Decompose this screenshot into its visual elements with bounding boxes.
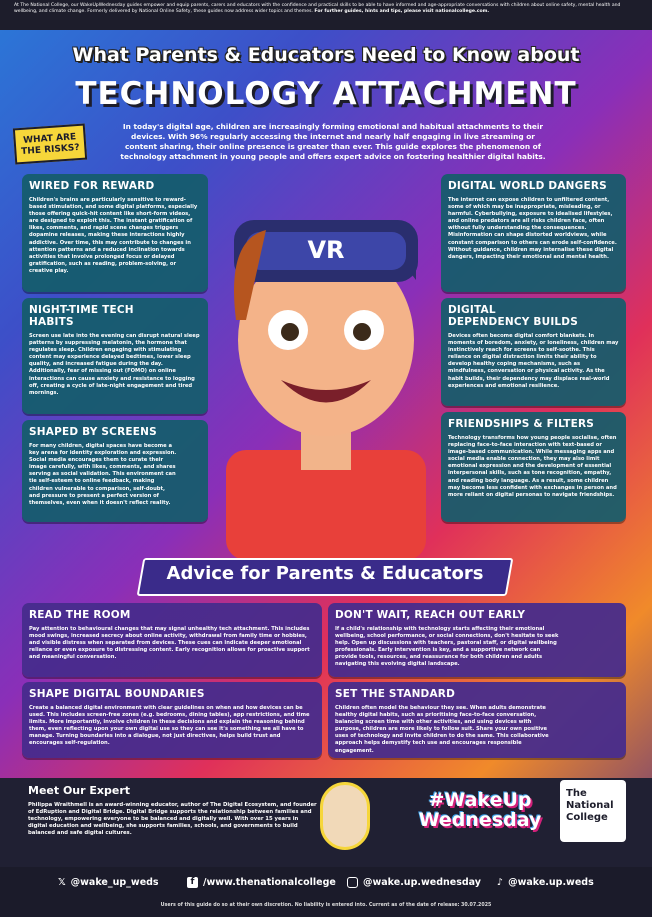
tiktok-icon: ♪: [497, 877, 504, 888]
advice-card-body: Pay attention to behavioural changes that may signal unhealthy tech attachment. This includes mood swings, increased secrecy about online activity, withdrawal from family time or hobbies, and visible distress when separated from devices. These cues can indicate deeper emotional reliance or even exposure to distressing content. Early recognition allows for proactive support and meaningful conversation.: [29, 626, 310, 661]
x-handle: @wake_up_weds: [70, 877, 159, 888]
risk-title: DIGITAL DEPENDENCY BUILDS: [448, 304, 578, 328]
risk-title: DIGITAL WORLD DANGERS: [448, 180, 607, 192]
expert-title: Meet Our Expert: [28, 784, 131, 797]
wakeup-logo: #WakeUp Wednesday: [418, 789, 542, 831]
advice-title: Advice for Parents & Educators: [166, 563, 484, 584]
social-facebook[interactable]: [187, 877, 336, 888]
risk-title: NIGHT-TIME TECH HABITS: [29, 304, 134, 328]
instagram-handle: @wake.up.wednesday: [363, 877, 481, 888]
risk-card-digital-dependency: [441, 298, 626, 406]
risk-body: Technology transforms how young people socialise, often replacing face-to-face interaction with text-based or image-based communication. While messaging apps and social media enable connection, they may also limit emotional expression and the development of essential interpersonal skills, such as tone recognition, empathy, and reading body language. As a result, some children may become less confident with exchanges in person and more reliant on digital personas to navigate friendships.: [448, 435, 617, 498]
risk-title: FRIENDSHIPS & FILTERS: [448, 418, 595, 430]
expert-bio: Philippa Wraithmell is an award-winning educator, author of The Digital Ecosystem, and founder of EdRuption and Digital Bridge. Digital Bridge supports the relationship between families and technology, empowering everyone to be balanced and digitally well. With over 15 years in digital education and wellbeing, she supports families, schools, and governments to build balanced and safe digital cultures.: [28, 802, 317, 837]
top-note: [0, 0, 652, 30]
right-pupil: [353, 323, 371, 341]
risk-card-digital-world-dangers: [441, 174, 626, 292]
logo-line-3: College: [566, 812, 608, 823]
vr-label: VR: [307, 236, 345, 264]
risk-body: Screen use late into the evening can disrupt natural sleep patterns by suppressing melatonin, the hormone that regulates sleep. Children engaging with stimulating content may experience delayed bedtimes, lower sleep quality, and increased fatigue during the day. Additionally, fear of missing out (FOMO) on online interactions can cause anxiety and resistance to logging off, creating a cycle of late-night engagement and tired mornings.: [29, 333, 200, 396]
facebook-icon: f: [187, 877, 198, 888]
left-pupil: [281, 323, 299, 341]
risk-body: The internet can expose children to unfiltered content, some of which may be inappropriate, misleading, or harmful. Cyberbullying, exposure to idealised lifestyles, and online predators are all risks children face, often without fully understanding the consequences. Misinformation can shape distorted worldviews, while constant comparison to others can erode self-confidence. Without guidance, children may internalise these digital dangers, impacting their emotional and mental health.: [448, 197, 617, 260]
vr-character-illustration: [206, 160, 446, 560]
header-subtitle: What Parents & Educators Need to Know about: [72, 44, 580, 66]
advice-card-read-the-room: [22, 603, 322, 677]
advice-card-title: SHAPE DIGITAL BOUNDARIES: [29, 688, 205, 700]
risk-title: WIRED FOR REWARD: [29, 180, 155, 192]
risk-card-friendships-filters: [441, 412, 626, 522]
logo-line-1: The: [566, 788, 587, 799]
top-note-link-text: For further guides, hints and tips, please visit nationalcollege.com.: [314, 9, 490, 14]
intro-text: In today's digital age, children are increasingly forming emotional and habitual attachments to their devices. With 96% regularly accessing the internet and nearly half engaging in live streaming or content sharing, their online presence is greater than ever. This guide explores the phenomenon of technology attachment in young people and offers expert advice on fostering healthier digital habits.: [120, 122, 546, 161]
footer: [0, 867, 652, 917]
header-title: TECHNOLOGY ATTACHMENT: [75, 76, 577, 112]
risk-title: SHAPED BY SCREENS: [29, 426, 157, 438]
advice-card-title: READ THE ROOM: [29, 609, 131, 621]
top-note-text: At The National College, our WakeUpWednesday guides empower and equip parents, carers and educators with the confidence and practical skills to be able to have informed and age-appropriate conversations with children about online safety, mental health and wellbeing, and climate change. Formerly delivered by National Online Safety, these guides now address wider topics and themes.: [14, 3, 621, 14]
advice-card-title: DON'T WAIT, REACH OUT EARLY: [335, 609, 526, 621]
risk-body: Children's brains are particularly sensitive to reward-based stimulation, and some digital platforms, especially those offering quick-hit content like short-form videos, are designed to exploit this. The instant gratification of likes, comments, and rapid scene changes triggers dopamine releases, making these interactions highly addictive. Over time, this may contribute to changes in attention patterns and a reduced inclination towards activities that involve prolonged focus or delayed gratification, such as reading, problem-solving, or creative play.: [29, 197, 198, 274]
advice-card-reach-out: [328, 603, 626, 677]
logo-line-2: National: [566, 800, 614, 811]
social-tiktok[interactable]: [497, 877, 594, 888]
advice-card-body: Children often model the behaviour they see. When adults demonstrate healthy digital habits, such as prioritising face-to-face conversation, balancing screen time with other activities, and using devices with purpose, children are more likely to follow suit. Share your own positive uses of technology and invite children to do the same. This collaborative approach helps demystify tech use and encourages responsible engagement.: [335, 705, 549, 754]
advice-card-set-the-standard: [328, 682, 626, 758]
tiktok-handle: @wake.up.weds: [508, 877, 594, 888]
advice-card-title: SET THE STANDARD: [335, 688, 455, 700]
advice-card-body: If a child's relationship with technology starts affecting their emotional wellbeing, school performance, or social connections, don't hesitate to seek help. Open up discussions with teachers, pastoral staff, or digital wellbeing professionals. Early intervention is key, and a supportive network can provide tools, resources, and reassurance for both children and adults navigating this evolving digital landscape.: [335, 626, 559, 668]
advice-card-body: Create a balanced digital environment with clear guidelines on when and how devices can be used. This includes screen-free zones (e.g. bedrooms, dining tables), app restrictions, and time limits. More importantly, involve children in these decisions and explain the reasoning behind them, even reflecting upon your own digital use so they can see it's something we all have to manage. Turning boundaries into a dialogue, not just directives, helps build trust and encourages self-regulation.: [29, 705, 310, 747]
x-icon: 𝕏: [58, 877, 66, 888]
expert-section: [0, 778, 652, 867]
risk-card-wired-for-reward: [22, 174, 208, 292]
facebook-handle: /www.thenationalcollege: [203, 877, 336, 888]
advice-card-digital-boundaries: [22, 682, 322, 758]
risk-card-night-time: [22, 298, 208, 414]
risk-card-shaped-by-screens: [22, 420, 208, 522]
risk-body: Devices often become digital comfort blankets. In moments of boredom, anxiety, or loneliness, children may instinctively reach for screens to self-soothe. This reliance on digital distraction limits their ability to develop healthy coping mechanisms, such as mindfulness, conversation or physical activity. As the habit builds, their dependency may displace real-world experiences and emotional resilience.: [448, 333, 619, 389]
instagram-icon: [347, 877, 358, 888]
social-x[interactable]: [58, 877, 159, 888]
national-college-logo: [560, 780, 626, 842]
disclaimer: Users of this guide do so at their own discretion. No liability is entered into. Current as of the date of release: 30.07.2025: [160, 903, 492, 908]
risk-body: For many children, digital spaces have become a key arena for identity exploration and expression. Social media encourages them to curate their image carefully, with likes, comments, and shares serving as social validation. This environment can tie self-esteem to online feedback, making children vulnerable to comparison, self-doubt, and pressure to present a perfect version of themselves, even when it doesn't reflect reality.: [29, 443, 177, 506]
risks-badge: WHAT ARE THE RISKS?: [13, 124, 87, 165]
expert-photo: [320, 782, 370, 850]
social-instagram[interactable]: [347, 877, 481, 888]
